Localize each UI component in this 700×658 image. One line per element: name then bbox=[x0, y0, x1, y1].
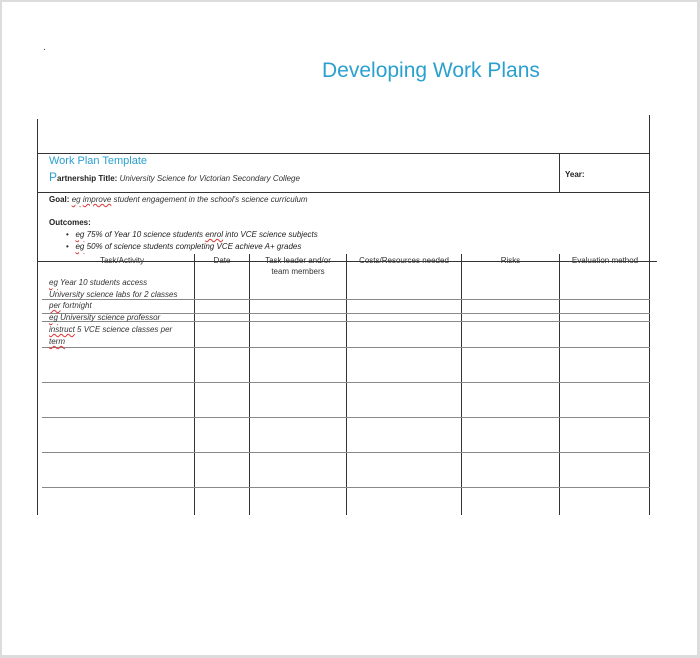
plan-template-title: Work Plan Template bbox=[49, 155, 148, 167]
row-divider bbox=[42, 299, 650, 300]
outcome-item bbox=[66, 242, 301, 251]
partnership-value: University Science for Victorian Secondary College bbox=[119, 174, 300, 183]
partnership-label: artnership Title: bbox=[57, 174, 118, 183]
header-leader-line2: team members bbox=[271, 267, 325, 276]
row-divider bbox=[42, 487, 650, 488]
document-title: Developing Work Plans bbox=[322, 59, 540, 82]
header-leader bbox=[250, 255, 346, 277]
header-risks: Risks bbox=[500, 256, 521, 265]
goal-text: student engagement in the school's science curriculum bbox=[113, 195, 308, 204]
document-page bbox=[2, 2, 697, 655]
frame-right-border bbox=[649, 115, 650, 515]
partnership-initial: P bbox=[49, 170, 58, 184]
bullet-icon: • bbox=[66, 230, 69, 239]
column-divider bbox=[249, 254, 250, 515]
row-spellcheck-word: instruct bbox=[49, 325, 75, 334]
row-eg: eg bbox=[49, 278, 58, 287]
header-costs: Costs/Resources needed bbox=[359, 256, 449, 265]
header-task: Task/Activity bbox=[99, 256, 144, 265]
table-row-task-line bbox=[49, 313, 160, 322]
row-divider bbox=[42, 417, 650, 418]
table-row-task-line bbox=[49, 325, 172, 334]
row-eg: eg bbox=[49, 313, 58, 322]
header-leader-line1: Task leader and/or bbox=[265, 256, 331, 265]
outcome-text: 50% of science students completing VCE achieve A+ grades bbox=[86, 242, 302, 251]
stray-marker: . bbox=[43, 42, 46, 53]
header-evaluation: Evaluation method bbox=[571, 256, 639, 265]
year-label: Year: bbox=[565, 170, 585, 179]
row-text: 5 VCE science classes per bbox=[77, 325, 173, 334]
row-text: Year 10 students access bbox=[59, 278, 148, 287]
column-divider bbox=[346, 254, 347, 515]
goal-label: Goal: bbox=[49, 195, 70, 204]
goal-eg: eg bbox=[71, 195, 81, 204]
row-divider bbox=[42, 452, 650, 453]
column-divider bbox=[194, 254, 195, 515]
bullet-icon: • bbox=[66, 242, 69, 251]
title-row-bottom-border bbox=[37, 192, 650, 193]
frame-left-border bbox=[37, 119, 38, 515]
row-text: fortnight bbox=[62, 301, 92, 310]
outcome-eg: eg bbox=[75, 242, 85, 251]
column-divider bbox=[461, 254, 462, 515]
header-date: Date bbox=[213, 256, 231, 265]
outcome-spellcheck-word: enrol bbox=[205, 230, 224, 239]
table-row-task-line: term bbox=[49, 337, 65, 346]
row-divider bbox=[42, 347, 650, 348]
row-text: University science professor bbox=[60, 313, 161, 322]
table-row-task-line: University science labs for 2 classes bbox=[49, 290, 178, 299]
outcome-text-end: into VCE science subjects bbox=[225, 230, 318, 239]
table-row-task-line bbox=[49, 301, 92, 310]
year-divider bbox=[559, 153, 560, 193]
partnership-title bbox=[49, 170, 300, 184]
goal-improve: improve bbox=[82, 195, 112, 204]
column-divider bbox=[559, 254, 560, 515]
row-spellcheck-word: per bbox=[49, 301, 61, 310]
outcomes-label: Outcomes: bbox=[49, 218, 91, 227]
row-divider bbox=[42, 382, 650, 383]
outcome-item bbox=[66, 230, 318, 239]
outcome-text: 75% of Year 10 science students bbox=[86, 230, 203, 239]
goal-line bbox=[49, 195, 308, 204]
table-row-task-line bbox=[49, 278, 147, 287]
outcome-eg: eg bbox=[75, 230, 85, 239]
